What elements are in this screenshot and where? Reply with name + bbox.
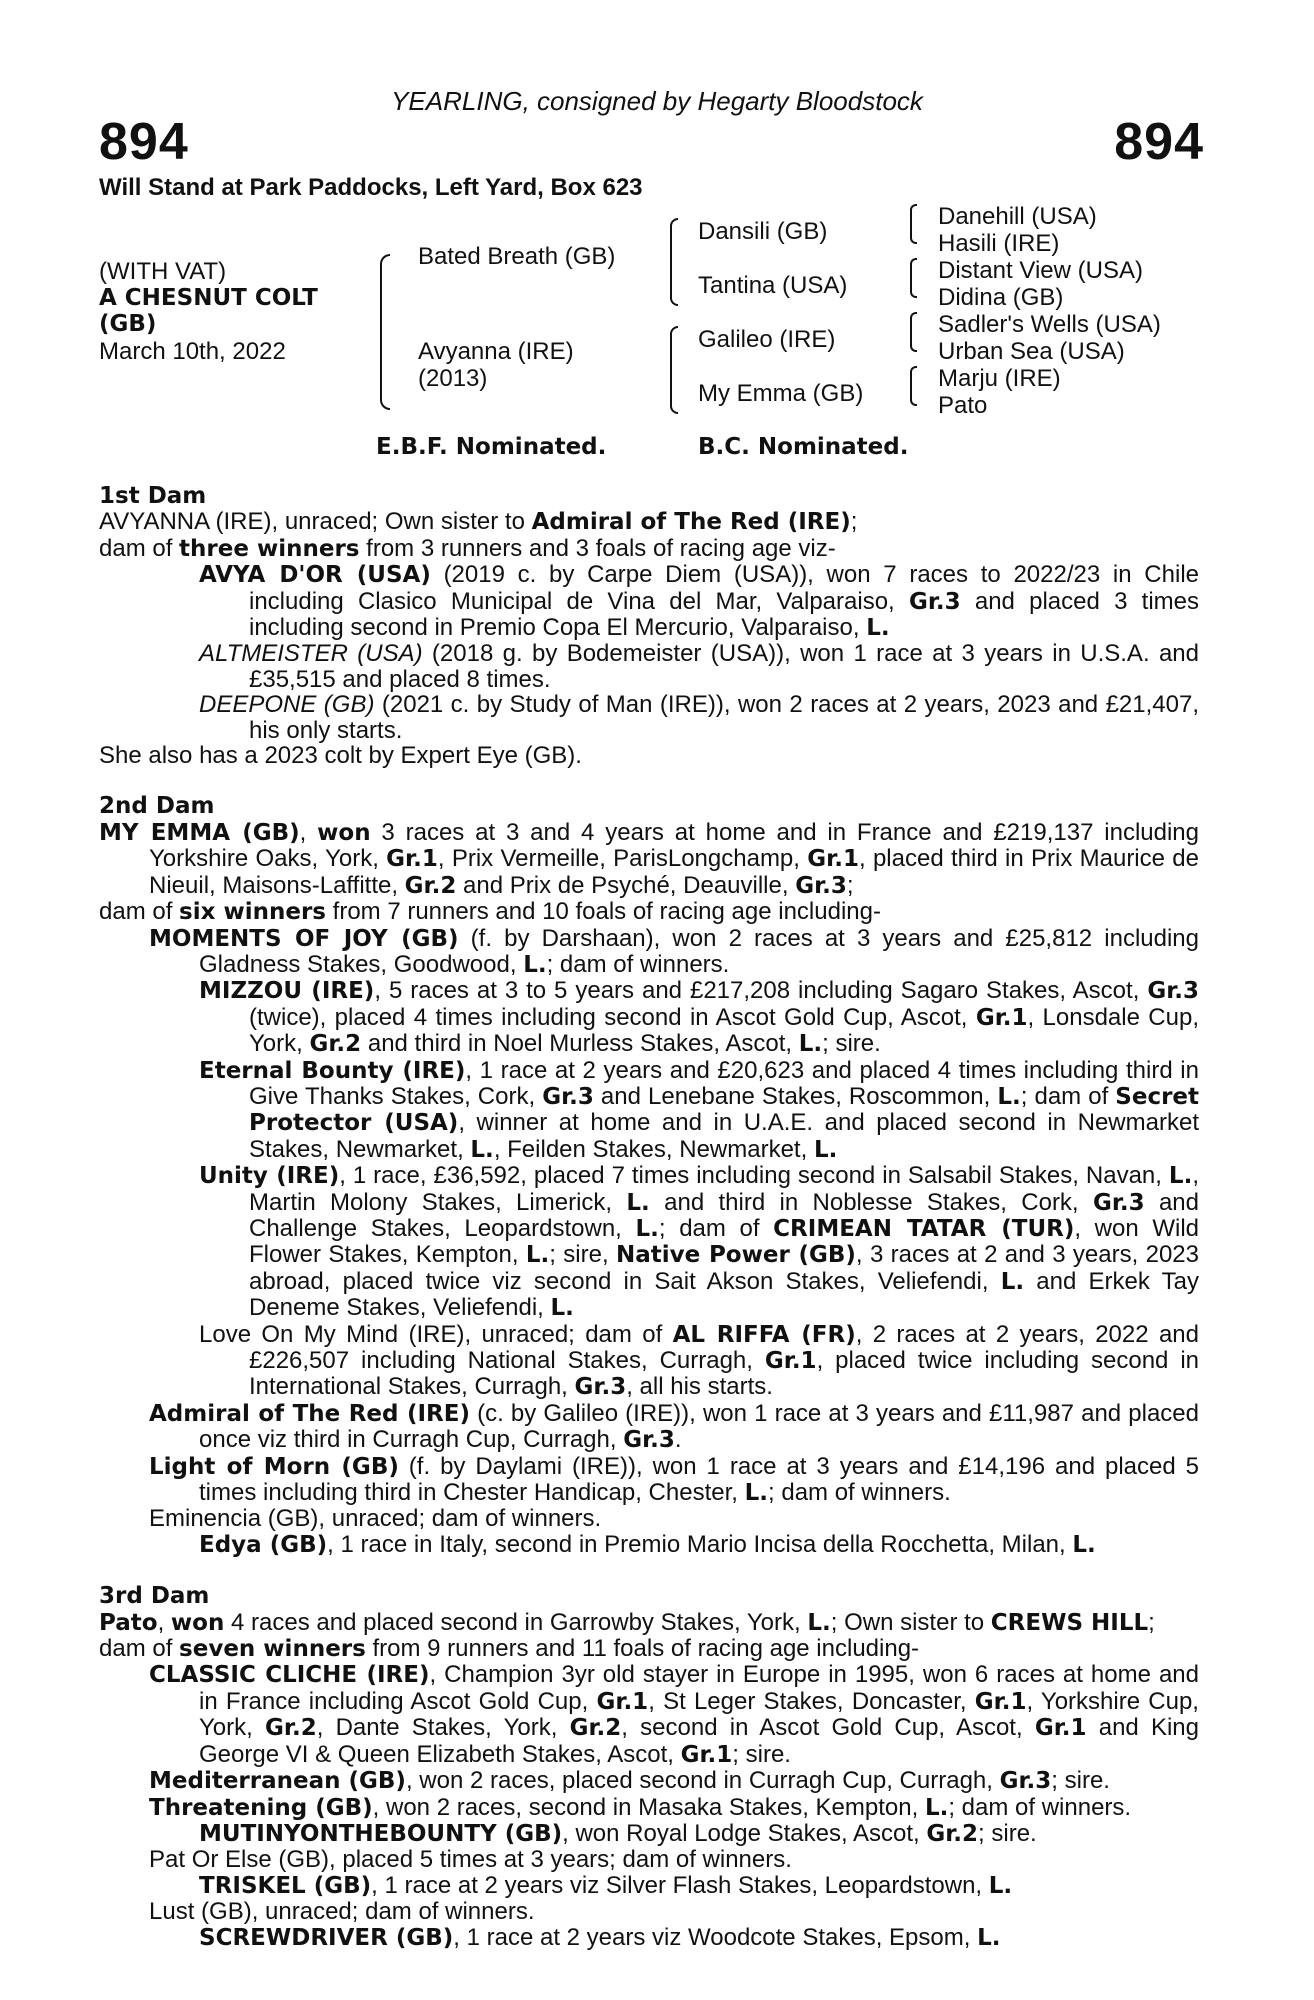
pedigree-sire: Bated Breath (GB) — [418, 243, 616, 270]
pedigree-ssd: Hasili (IRE) — [938, 230, 1060, 257]
lot-number-left: 894 — [99, 113, 189, 171]
horse-origin: (GB) — [99, 311, 157, 337]
pedigree-sire-sire: Dansili (GB) — [698, 218, 828, 245]
first-dam-heading: 1st Dam — [99, 483, 207, 509]
pedigree-brace-dam — [670, 326, 678, 414]
pedigree-brace-dd — [910, 366, 917, 406]
second-dam-text: MY EMMA (GB), won 3 races at 3 and 4 years at home and in France and £219,137 including Yorkshire Oaks, York, Gr.1, Prix Vermeille, ParisLongchamp, Gr.1, placed third in Prix Maurice de Nieuil, Maisons-Laffitte, Gr.2 and Prix de Psyché, Deauville, Gr.3; dam of six winners from 7 runners and 10 foals of racing age including- MOMENTS OF JOY (GB) (f. by Darshaan), won 2 races at 3 years and £25,812 including Gladness Stakes, Goodwood, L.; dam of winners. MIZZOU (IRE), 5 races at 3 to 5 years and £217,208 including Sagaro Stakes, Ascot, Gr.3 (twice), placed 4 times including second in Ascot Gold Cup, Ascot, Gr.1, Lonsdale Cup, York, Gr.2 and third in Noel Murless Stakes, Ascot, L.; sire. Eternal Bounty (IRE), 1 race at 2 years and £20,623 and placed 4 times including third in Give Thanks Stakes, Cork, Gr.3 and Lenebane Stakes, Roscommon, L.; dam of Secret Protector (USA), winner at home and in U.A.E. and placed second in Newmarket Stakes, Newmarket, L., Feilden Stakes, Newmarket, L. Unity (IRE), 1 race, £36,592, placed 7 times including second in Salsabil Stakes, Navan, L., Martin Molony Stakes, Limerick, L. and third in Noblesse Stakes, Cork, Gr.3 and Challenge Stakes, Leopardstown, L.; dam of CRIMEAN TATAR (TUR), won Wild Flower Stakes, Kempton, L.; sire, Native Power (GB), 3 races at 2 and 3 years, 2023 abroad, placed twice viz second in Sait Akson Stakes, Veliefendi, L. and Erkek Tay Deneme Stakes, Veliefendi, L. Love On My Mind (IRE), unraced; dam of AL RIFFA (FR), 2 races at 2 years, 2022 and £226,507 including National Stakes, Curragh, Gr.1, placed twice including second in International Stakes, Curragh, Gr.3, all his starts. Admiral of The Red (IRE) (c. by Galileo (IRE)), won 1 race at 3 years and £11,987 and placed once viz third in Curragh Cup, Curragh, Gr.3. Light of Morn (GB) (f. by Daylami (IRE)), won 1 race at 3 years and £14,196 and placed 5 times including third in Chester Handicap, Chester, L.; dam of winners. Eminencia (GB), unraced; dam of winners. Edya (GB), 1 race in Italy, second in Premio Mario Incisa della Rocchetta, Milan, L. — [99, 818, 1200, 1558]
horse-name: A CHESNUT COLT — [99, 285, 318, 311]
second-dam-heading: 2nd Dam — [99, 793, 215, 820]
third-dam-heading: 3rd Dam — [99, 1583, 210, 1610]
foaling-date: March 10th, 2022 — [99, 338, 286, 365]
pedigree-sss: Danehill (USA) — [938, 203, 1097, 230]
lot-number-right: 894 — [1114, 113, 1204, 171]
pedigree-sire-dam: Tantina (USA) — [698, 272, 848, 299]
bc-nomination: B.C. Nominated. — [698, 434, 909, 460]
pedigree-dam-sire: Galileo (IRE) — [698, 326, 836, 353]
pedigree-sds: Distant View (USA) — [938, 257, 1143, 284]
pedigree-brace-sire — [670, 218, 678, 306]
pedigree-dss: Sadler's Wells (USA) — [938, 311, 1161, 338]
consignment-heading: YEARLING, consigned by Hegarty Bloodstock — [391, 86, 923, 116]
third-dam-text: Pato, won 4 races and placed second in Garrowby Stakes, York, L.; Own sister to CREWS HILL; dam of seven winners from 9 runners and 11 foals of racing age including- CLASSIC CLICHE (IRE), Champion 3yr old stayer in Europe in 1995, won 6 races at home and in France including Ascot Gold Cup, Gr.1, St Leger Stakes, Doncaster, Gr.1, Yorkshire Cup, York, Gr.2, Dante Stakes, York, Gr.2, second in Ascot Gold Cup, Ascot, Gr.1 and King George VI & Queen Elizabeth Stakes, Ascot, Gr.1; sire. Mediterranean (GB), won 2 races, placed second in Curragh Cup, Curragh, Gr.3; sire. Threatening (GB), won 2 races, second in Masaka Stakes, Kempton, L.; dam of winners. MUTINYONTHEBOUNTY (GB), won Royal Lodge Stakes, Ascot, Gr.2; sire. Pat Or Else (GB), placed 5 times at 3 years; dam of winners. TRISKEL (GB), 1 race at 2 years viz Silver Flash Stakes, Leopardstown, L. Lust (GB), unraced; dam of winners. SCREWDRIVER (GB), 1 race at 2 years viz Woodcote Stakes, Epsom, L. — [99, 1608, 1199, 1951]
pedigree-ddd: Pato — [938, 392, 988, 419]
pedigree-dsd: Urban Sea (USA) — [938, 338, 1125, 365]
pedigree-dam: Avyanna (IRE) — [418, 338, 574, 365]
pedigree-brace-sd — [910, 258, 917, 298]
pedigree-sdd: Didina (GB) — [938, 284, 1064, 311]
pedigree-dam-dam: My Emma (GB) — [698, 380, 864, 407]
pedigree-brace-ss — [910, 204, 917, 244]
pedigree-dds: Marju (IRE) — [938, 365, 1061, 392]
ebf-nomination: E.B.F. Nominated. — [376, 434, 607, 460]
pedigree-dam-year: (2013) — [418, 365, 488, 392]
vat-note: (WITH VAT) — [99, 258, 227, 285]
stand-location: Will Stand at Park Paddocks, Left Yard, Box 623 — [99, 174, 643, 201]
pedigree-brace-main — [380, 254, 390, 410]
pedigree-brace-ds — [910, 312, 917, 352]
first-dam-text: AVYANNA (IRE), unraced; Own sister to Admiral of The Red (IRE); dam of three winners from 3 runners and 3 foals of racing age viz- AVYA D'OR (USA) (2019 c. by Carpe Diem (USA)), won 7 races to 2022/23 in Chile including Clasico Municipal de Vina del Mar, Valparaiso, Gr.3 and placed 3 times including second in Premio Copa El Mercurio, Valparaiso, L. ALTMEISTER (USA) (2018 g. by Bodemeister (USA)), won 1 race at 3 years in U.S.A. and £35,515 and placed 8 times. DEEPONE (GB) (2021 c. by Study of Man (IRE)), won 2 races at 2 years, 2023 and £21,407, his only starts. She also has a 2023 colt by Expert Eye (GB). — [99, 508, 1199, 770]
catalogue-body — [99, 484, 1199, 1951]
